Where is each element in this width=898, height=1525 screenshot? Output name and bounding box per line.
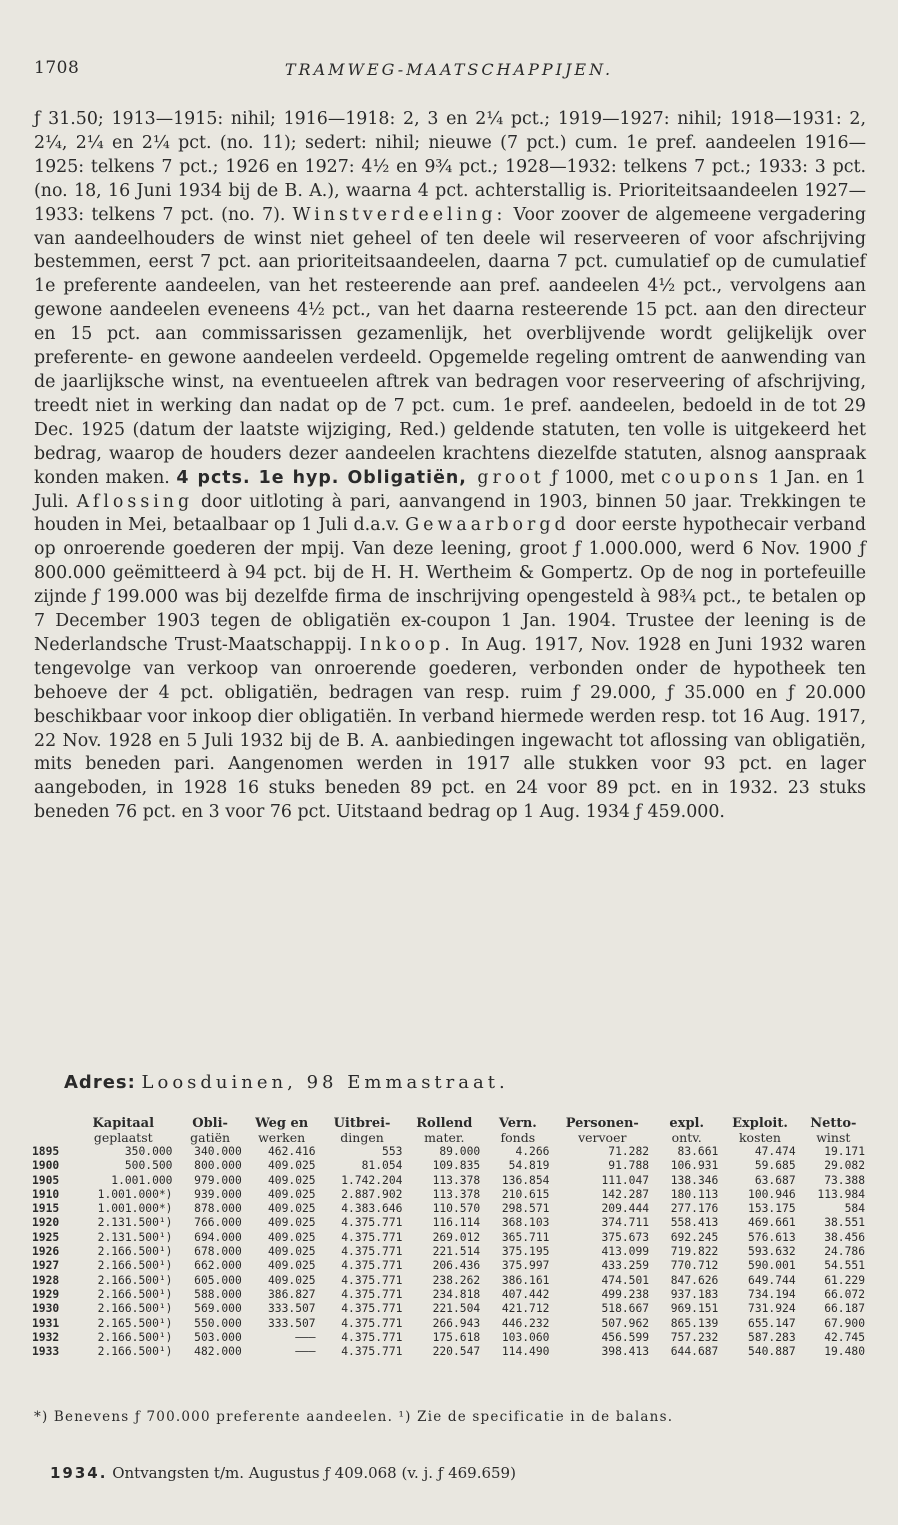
table-cell: 221.504	[432, 1302, 481, 1316]
table-cell: 593.632	[748, 1245, 796, 1259]
table-cell: 54.819	[508, 1159, 550, 1173]
table-cell: 576.613	[748, 1230, 796, 1244]
table-cell: 210.615	[501, 1187, 550, 1201]
table-cell: 503.000	[194, 1330, 242, 1344]
table-cell: 116.114	[432, 1216, 481, 1230]
year-cell: 1927	[32, 1259, 60, 1273]
text-segment: Voor zoover de algemeene vergadering van aandeelhouders de winst niet geheel of ten deele wil reserveeren of voor afschrijving bestemmen, eerst 7 pct. aan prioriteitsaandeelen, daarna 7 pct. cumulatief op de cumulatief 1e preferente aandeelen, van het resteerende aan pref. aandeelen 4½ pct., vervolgens aan gewone aandeelen eveneens 4½ pct., van het daarna resteerende 15 pct. aan den directeur en 15 pct. aan commissarissen gezamenlijk, het overblijvende wordt gelijkelijk over preferente- en gewone aandeelen verdeeld. Opgemelde regeling omtrent de aanwending van de jaarlijksche winst, na eventueelen aftrek van bedragen voor reserveering of afschrijving, treedt niet in werking dan nadat op de 7 pct. cum. 1e pref. aandeelen, bedoeld in de tot 29 Dec. 1925 (datum der laatste wijziging, Red.) geldende statuten, ten volle is uitgekeerd het bedrag, waarop de houders dezer aandeelen krachtens diezelfde statuten, alsnog aanspraak konden maken.	[34, 204, 866, 488]
table-row	[32, 1202, 868, 1216]
obligaties-heading: 4 pcts. 1e hyp. Obligatiën,	[176, 467, 467, 488]
table-cell: 4.375.771	[341, 1302, 403, 1316]
table-cell: 4.375.771	[341, 1345, 403, 1359]
table-cell: 500.500	[124, 1159, 173, 1173]
table-cell: 71.282	[608, 1145, 650, 1158]
receipts-text: Ontvangsten t/m. Augustus ƒ 409.068 (v. j. ƒ 469.659)	[107, 1464, 516, 1482]
table-cell: 340.000	[194, 1145, 242, 1158]
table-cell: 114.490	[501, 1345, 550, 1359]
table-cell: 81.054	[361, 1159, 403, 1173]
column-header: Uitbrei-	[333, 1116, 391, 1131]
column-subheader: ontv.	[671, 1130, 702, 1145]
text-segment: ƒ 31.50; 1913—1915: nihil; 1916—1918: 2, 3 en 2¼ pct.; 1919—1927: nihil; 1918—1931: 2, 2¼, 2¼ en 2¼ pct. (no. 11); sedert: nihil; nieuwe (7 pct.) cum. 1e pref. aandeelen 1916—1925: telkens 7 pct.; 1926 en 1927: 4½ en 9¾ pct.; 1928—1932: telkens 7 pct.; 1933: 3 pct. (no. 18, 16 Juni 1934 bij de B. A.), waarna 4 pct. achterstallig is. Prioriteitsaandeelen 1927—1933: telkens 7 pct. (no. 7).	[34, 109, 866, 225]
table-cell: 113.378	[432, 1187, 481, 1201]
table-cell: 61.229	[824, 1273, 865, 1287]
column-subheader	[32, 1131, 71, 1145]
table-cell: 333.507	[267, 1316, 316, 1330]
column-header: Kapitaal	[92, 1116, 155, 1131]
table-cell: 374.711	[601, 1216, 650, 1230]
inkoop-label: Inkoop.	[359, 634, 454, 655]
table-cell: 413.099	[601, 1245, 650, 1259]
year-cell: 1905	[32, 1173, 60, 1187]
table-cell: 2.166.500¹)	[97, 1287, 173, 1301]
column-subheader: geplaatst	[93, 1130, 153, 1145]
table-cell: 584	[844, 1202, 865, 1216]
table-cell: 937.183	[670, 1287, 719, 1301]
table-cell: 2.166.500¹)	[97, 1302, 173, 1316]
table-row	[32, 1159, 868, 1173]
table-cell: 865.139	[670, 1316, 719, 1330]
table-cell: 409.025	[267, 1173, 316, 1187]
table-cell: 73.388	[824, 1173, 865, 1187]
table-cell: 590.001	[748, 1259, 796, 1273]
table-cell: 1.001.000*)	[97, 1187, 173, 1201]
table-cell: 550.000	[194, 1316, 242, 1330]
page-number: 1708	[34, 58, 80, 78]
table-cell: 2.131.500¹)	[97, 1230, 173, 1244]
table-cell: 136.854	[501, 1173, 550, 1187]
table-cell: ———	[295, 1345, 316, 1359]
column-header: Weg en	[255, 1116, 309, 1131]
table-cell: 499.238	[601, 1287, 650, 1301]
table-cell: 553	[382, 1145, 403, 1158]
table-cell: 757.232	[670, 1330, 719, 1344]
table-cell: 482.000	[194, 1345, 242, 1359]
table-cell: 19.480	[824, 1345, 865, 1359]
year-cell: 1932	[32, 1330, 60, 1344]
table-cell: 734.194	[748, 1287, 796, 1301]
address-value: Loosduinen, 98 Emmastraat.	[141, 1072, 509, 1093]
aflossing-label: Aflossing	[76, 491, 194, 512]
table-cell: 277.176	[670, 1202, 719, 1216]
table-cell: 409.025	[267, 1245, 316, 1259]
table-cell: 2.887.902	[341, 1187, 403, 1201]
table-cell: 847.626	[670, 1273, 719, 1287]
table-cell: 655.147	[748, 1316, 796, 1330]
table-cell: 24.786	[824, 1245, 865, 1259]
table-cell: 221.514	[432, 1245, 481, 1259]
table-cell: 63.687	[754, 1173, 796, 1187]
table-cell: 66.187	[824, 1302, 865, 1316]
table-row	[32, 1145, 868, 1159]
column-header: Rollend	[416, 1116, 473, 1131]
table-cell: 4.375.771	[341, 1216, 403, 1230]
table-cell: 4.383.646	[341, 1202, 403, 1216]
table-cell: 206.436	[432, 1259, 481, 1273]
table-cell: 91.788	[608, 1159, 650, 1173]
table-cell: 644.687	[670, 1345, 719, 1359]
column-header: Personen-	[565, 1116, 639, 1131]
table-cell: 1.001.000	[111, 1173, 173, 1187]
year-cell: 1925	[32, 1230, 60, 1244]
year-cell: 1920	[32, 1216, 60, 1230]
column-subheader: winst	[816, 1130, 851, 1145]
table-cell: 4.375.771	[341, 1330, 403, 1344]
column-subheader: fonds	[500, 1130, 536, 1145]
table-cell: 113.984	[817, 1187, 865, 1201]
table-cell: 368.103	[501, 1216, 550, 1230]
table-cell: 29.082	[824, 1159, 865, 1173]
table-cell: 138.346	[670, 1173, 719, 1187]
year-cell: 1928	[32, 1273, 60, 1287]
table-cell: 770.712	[670, 1259, 719, 1273]
table-cell: 106.931	[670, 1159, 719, 1173]
column-header: Obli-	[192, 1116, 228, 1131]
table-cell: 569.000	[194, 1302, 242, 1316]
table-cell: 375.997	[501, 1259, 550, 1273]
table-cell: 100.946	[748, 1187, 796, 1201]
table-cell: 407.442	[501, 1287, 550, 1301]
table-cell: 2.131.500¹)	[97, 1216, 173, 1230]
table-cell: 333.507	[267, 1302, 316, 1316]
table-cell: 234.818	[432, 1287, 481, 1301]
main-paragraph	[34, 108, 866, 825]
year-cell: 1933	[32, 1345, 60, 1359]
table-cell: 456.599	[601, 1330, 650, 1344]
table-cell: 649.744	[748, 1273, 796, 1287]
table-cell: 2.166.500¹)	[97, 1273, 173, 1287]
table-cell: 375.195	[501, 1245, 550, 1259]
coupons-label: coupons	[660, 467, 763, 488]
table-row	[32, 1245, 868, 1259]
table-cell: 66.072	[824, 1287, 865, 1301]
table-cell: 719.822	[670, 1245, 719, 1259]
table-cell: 238.262	[432, 1273, 481, 1287]
table-row	[32, 1274, 868, 1288]
text-segment: door uitloting à pari, aanvangend in 1903, binnen 50 jaar. Trekkingen te houden in Mei, betaalbaar op 1 Juli d.a.v.	[34, 491, 866, 536]
table-cell: 421.712	[501, 1302, 550, 1316]
table-cell: 2.165.500¹)	[97, 1316, 173, 1330]
table-row	[32, 1345, 868, 1359]
table-cell: 878.000	[194, 1202, 242, 1216]
year-cell: 1900	[32, 1159, 60, 1173]
table-cell: 180.113	[670, 1187, 719, 1201]
table-cell: 113.378	[432, 1173, 481, 1187]
column-header: Netto-	[810, 1116, 857, 1131]
financial-table	[32, 1117, 868, 1359]
year-cell: 1895	[32, 1145, 60, 1158]
table-row	[32, 1174, 868, 1188]
table-cell: 474.501	[601, 1273, 650, 1287]
column-subheader: mater.	[424, 1130, 465, 1145]
table-cell: 518.667	[601, 1302, 650, 1316]
table-cell: 800.000	[194, 1159, 242, 1173]
table-cell: 4.375.771	[341, 1287, 403, 1301]
year-cell: 1929	[32, 1287, 60, 1301]
table-cell: 469.661	[748, 1216, 796, 1230]
table-cell: 42.745	[824, 1330, 865, 1344]
table-cell: 2.166.500¹)	[97, 1259, 173, 1273]
column-subheader: kosten	[738, 1130, 781, 1145]
table-cell: 175.618	[432, 1330, 481, 1344]
table-cell: 409.025	[267, 1216, 316, 1230]
table-header-row	[32, 1117, 868, 1131]
table-cell: 375.673	[601, 1230, 650, 1244]
table-cell: 47.474	[754, 1145, 796, 1158]
table-cell: 4.375.771	[341, 1273, 403, 1287]
table-cell: 433.259	[601, 1259, 650, 1273]
text-segment: ƒ 1000, met	[544, 467, 661, 488]
table-cell: 386.827	[267, 1287, 316, 1301]
table-cell: 409.025	[267, 1259, 316, 1273]
table-cell: 605.000	[194, 1273, 242, 1287]
table-cell: 979.000	[194, 1173, 242, 1187]
table-cell: 386.161	[501, 1273, 550, 1287]
table-cell: 398.413	[601, 1345, 650, 1359]
table-cell: 220.547	[432, 1345, 481, 1359]
column-header	[32, 1117, 71, 1131]
table-cell: 89.000	[439, 1145, 481, 1158]
table-cell: ———	[295, 1330, 316, 1344]
table-cell: 462.416	[267, 1145, 316, 1158]
year-cell: 1926	[32, 1245, 60, 1259]
page-header	[34, 58, 864, 88]
address-line	[64, 1072, 509, 1093]
gewaarborgd-label: Gewaarborgd	[405, 515, 570, 536]
table-body	[32, 1145, 868, 1359]
text-segment: door eerste hypothecair verband op onroerende goederen der mpij. Van deze leening, groot ƒ 1.000.000, werd 6 Nov. 1900 ƒ 800.000 geëmitteerd à 94 pct. bij de H. H. Wertheim & Gompertz. Op de nog in portefeuille zijnde ƒ 199.000 was bij dezelfde firma de inschrijving opengesteld à 98¾ pct., te betalen op 7 December 1903 tegen de obligatiën ex-coupon 1 Jan. 1904. Trustee der leening is de Nederlandsche Trust-Maatschappij.	[34, 515, 866, 655]
table-cell: 38.456	[824, 1230, 865, 1244]
table-cell: 409.025	[267, 1273, 316, 1287]
body-text	[34, 108, 866, 825]
table-subheader-row	[32, 1131, 868, 1145]
table-cell: 83.661	[677, 1145, 719, 1158]
column-subheader: vervoer	[578, 1130, 627, 1145]
year-cell: 1915	[32, 1202, 60, 1216]
table-row	[32, 1216, 868, 1230]
address-label: Adres:	[64, 1072, 136, 1093]
table-cell: 4.266	[515, 1145, 550, 1158]
table-cell: 110.570	[432, 1202, 481, 1216]
table-cell: 54.551	[824, 1259, 865, 1273]
column-header: Vern.	[498, 1116, 537, 1131]
table-row	[32, 1317, 868, 1331]
winstverdeeling-label: Winstverdeeling:	[292, 204, 507, 225]
table-row	[32, 1331, 868, 1345]
table-cell: 409.025	[267, 1202, 316, 1216]
table-cell: 38.551	[824, 1216, 865, 1230]
table-cell: 153.175	[748, 1202, 796, 1216]
table-cell: 4.375.771	[341, 1245, 403, 1259]
text-segment: In Aug. 1917, Nov. 1928 en Juni 1932 waren tengevolge van verkoop van onroerende goederen, verbonden onder de hypotheek ten behoeve der 4 pct. obligatiën, bedragen van resp. ruim ƒ 29.000, ƒ 35.000 en ƒ 20.000 beschikbaar voor inkoop dier obligatiën. In verband hiermede werden resp. tot 16 Aug. 1917, 22 Nov. 1928 en 5 Juli 1932 bij de B. A. aanbiedingen ingewacht tot aflossing van obligatiën, mits beneden pari. Aangenomen werden in 1917 alle stukken voor 93 pct. en lager aangeboden, in 1928 16 stuks beneden 89 pct. en 24 voor 89 pct. en in 1932. 23 stuks beneden 76 pct. en 3 voor 76 pct. Uitstaand bedrag op 1 Aug. 1934 ƒ 459.000.	[34, 634, 866, 823]
table-row	[32, 1302, 868, 1316]
table-cell: 1.001.000*)	[97, 1202, 173, 1216]
table-cell: 111.047	[601, 1173, 650, 1187]
table-row	[32, 1288, 868, 1302]
table-cell: 4.375.771	[341, 1259, 403, 1273]
table-cell: 587.283	[748, 1330, 796, 1344]
table-cell: 507.962	[601, 1316, 650, 1330]
table-cell: 540.887	[748, 1345, 796, 1359]
table-cell: 409.025	[267, 1159, 316, 1173]
table-cell: 939.000	[194, 1187, 242, 1201]
table-cell: 365.711	[501, 1230, 550, 1244]
table-cell: 1.742.204	[341, 1173, 403, 1187]
table-cell: 109.835	[432, 1159, 481, 1173]
groot-label: groot	[466, 467, 545, 488]
table-row	[32, 1188, 868, 1202]
year-cell: 1931	[32, 1316, 60, 1330]
table-cell: 59.685	[754, 1159, 796, 1173]
table-cell: 694.000	[194, 1230, 242, 1244]
table-cell: 19.171	[824, 1145, 865, 1158]
year-cell: 1930	[32, 1302, 60, 1316]
column-subheader: dingen	[340, 1130, 384, 1145]
table-cell: 4.375.771	[341, 1230, 403, 1244]
table-row	[32, 1231, 868, 1245]
table-cell: 4.375.771	[341, 1316, 403, 1330]
table-cell: 766.000	[194, 1216, 242, 1230]
table-cell: 692.245	[670, 1230, 719, 1244]
column-subheader: gatiën	[190, 1130, 231, 1145]
table-cell: 409.025	[267, 1187, 316, 1201]
receipts-year: 1934.	[50, 1464, 108, 1482]
running-title: TRAMWEG-MAATSCHAPPIJEN.	[284, 60, 614, 79]
table-cell: 2.166.500¹)	[97, 1345, 173, 1359]
table-cell: 142.287	[601, 1187, 650, 1201]
year-cell: 1910	[32, 1187, 60, 1201]
column-header: Exploit.	[732, 1116, 788, 1131]
table-cell: 558.413	[670, 1216, 719, 1230]
table-cell: 2.166.500¹)	[97, 1245, 173, 1259]
table-cell: 446.232	[501, 1316, 550, 1330]
footnote: *) Benevens ƒ 700.000 preferente aandeelen. ¹) Zie de specificatie in de balans.	[34, 1409, 674, 1425]
table-cell: 731.924	[748, 1302, 796, 1316]
table-cell: 298.571	[501, 1202, 550, 1216]
table-cell: 103.060	[501, 1330, 550, 1344]
table-cell: 662.000	[194, 1259, 242, 1273]
table-cell: 67.900	[824, 1316, 865, 1330]
table-cell: 266.943	[432, 1316, 481, 1330]
text-segment: 1 Jan. en 1 Juli.	[34, 467, 867, 512]
table-cell: 2.166.500¹)	[97, 1330, 173, 1344]
receipts-line	[50, 1464, 516, 1482]
table-cell: 209.444	[601, 1202, 650, 1216]
table-cell: 969.151	[670, 1302, 719, 1316]
table-cell: 409.025	[267, 1230, 316, 1244]
column-subheader: werken	[258, 1130, 306, 1145]
table-cell: 350.000	[124, 1145, 173, 1158]
table-cell: 588.000	[194, 1287, 242, 1301]
table-cell: 678.000	[194, 1245, 242, 1259]
column-header: expl.	[669, 1116, 704, 1131]
table-cell: 269.012	[432, 1230, 481, 1244]
table-row	[32, 1259, 868, 1273]
